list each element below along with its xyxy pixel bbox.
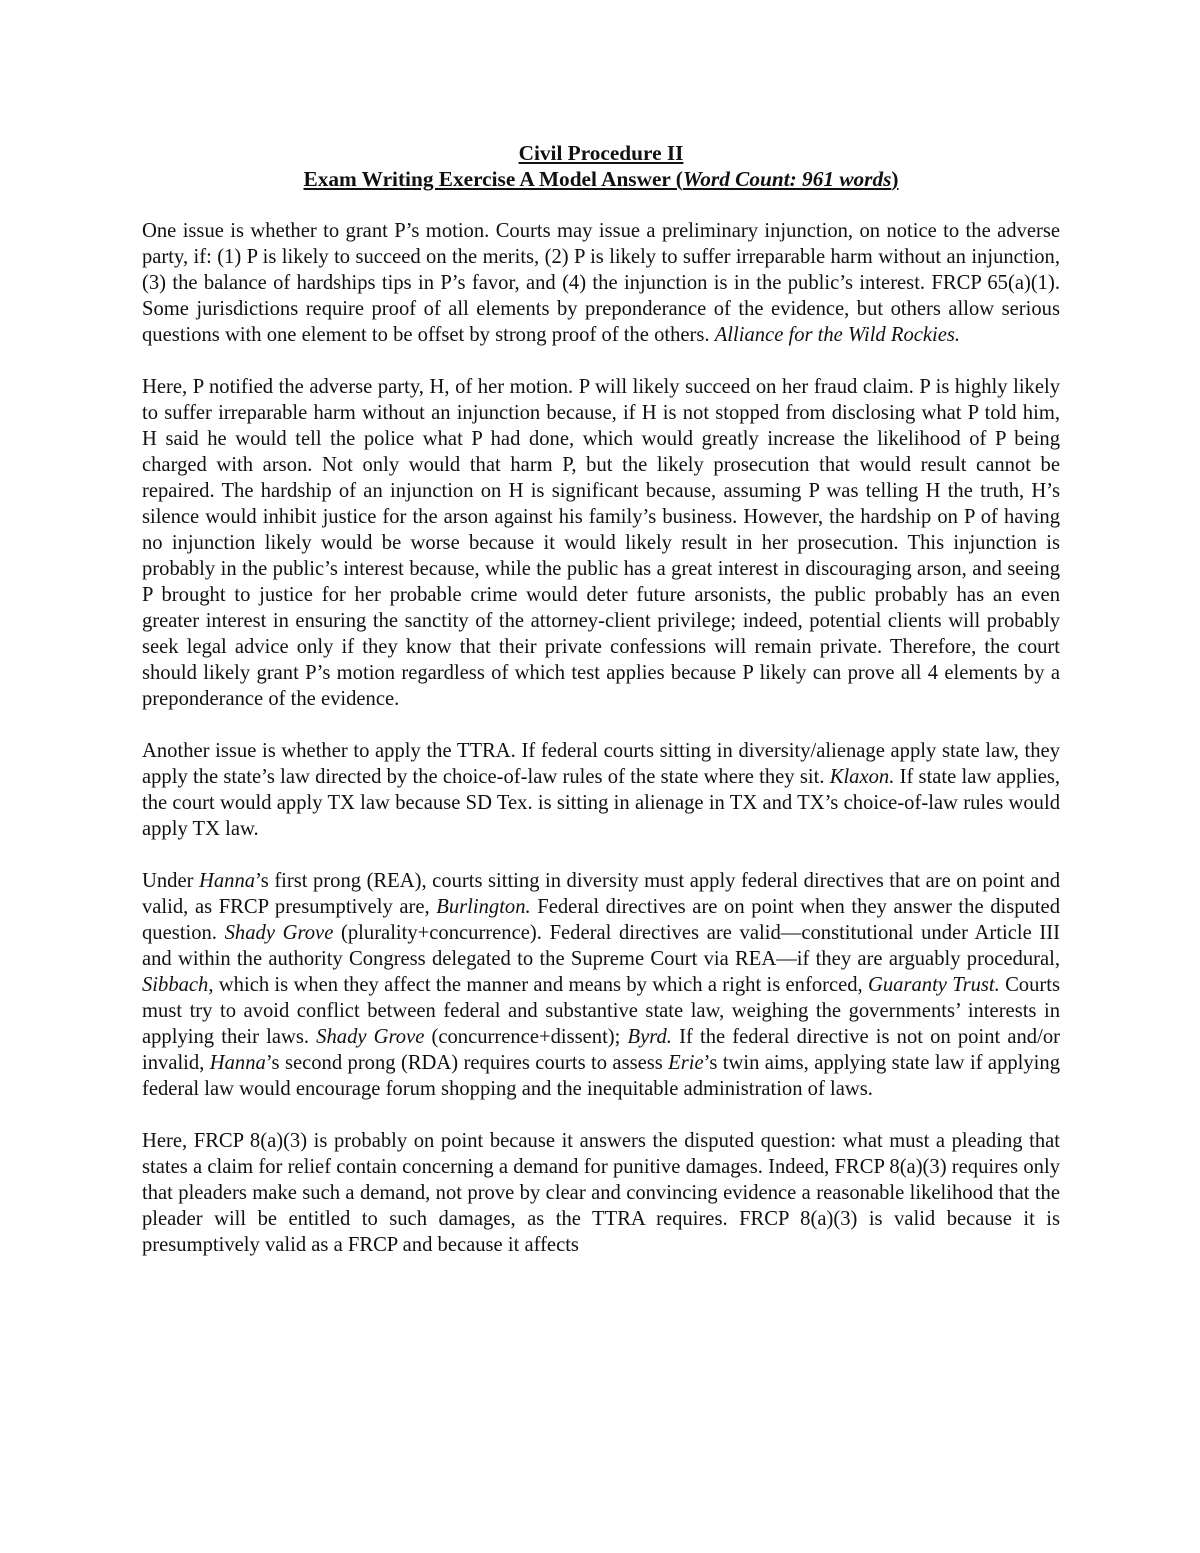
case-citation: Byrd.: [627, 1026, 672, 1048]
case-citation: Burlington.: [436, 896, 531, 918]
body-paragraph: [142, 738, 1060, 842]
paragraph-text: Under: [142, 870, 199, 892]
paragraph-text: ’s twin aims, applying state law if applying federal law would encourage forum shopping and the inequitable administration of laws.: [142, 1052, 1060, 1100]
subtitle-suffix: ): [891, 167, 899, 191]
paragraph-text: Here, P notified the adverse party, H, of her motion. P will likely succeed on her fraud claim. P is highly likely to suffer irreparable harm without an injunction because, if H is not stopped from disclosing what P told him, H said he would tell the police what P had done, which would greatly increase the likelihood of P being charged with arson. Not only would that harm P, but the likely prosecution that would result cannot be repaired. The hardship of an injunction on H is significant because, assuming P was telling H the truth, H’s silence would inhibit justice for the arson against his family’s business. However, the hardship on P of having no injunction likely would be worse because it would likely result in her prosecution. This injunction is probably in the public’s interest because, while the public has a great interest in discouraging arson, and seeing P brought to justice for her probable crime would deter future arsonists, the public probably has an even greater interest in ensuring the sanctity of the attorney-client privilege; indeed, potential clients will probably seek legal advice only if they know that their private confessions will remain private. Therefore, the court should likely grant P’s motion regardless of which test applies because P likely can prove all 4 elements by a preponderance of the evidence.: [142, 376, 1060, 710]
document-page: [142, 140, 1060, 1258]
paragraph-text: Here, FRCP 8(a)(3) is probably on point because it answers the disputed question: what must a pleading that states a claim for relief contain concerning a demand for punitive damages. Indeed, FRCP 8(a)(3) requires only that pleaders make such a demand, not prove by clear and convincing evidence a reasonable likelihood that the pleader will be entitled to such damages, as the TTRA requires. FRCP 8(a)(3) is valid because it is presumptively valid as a FRCP and because it affects: [142, 1130, 1060, 1256]
case-citation: Hanna: [199, 870, 256, 892]
case-citation: Alliance for the Wild Rockies.: [714, 324, 961, 346]
document-body: [142, 218, 1060, 1258]
body-paragraph: [142, 1128, 1060, 1258]
case-citation: Klaxon.: [829, 766, 895, 788]
subtitle-prefix: Exam Writing Exercise A Model Answer (: [303, 167, 683, 191]
case-citation: Guaranty Trust.: [868, 974, 1000, 996]
paragraph-text: ’s second prong (RDA) requires courts to assess: [265, 1052, 669, 1074]
paragraph-text: , which is when they affect the manner and means by which a right is enforced,: [208, 974, 869, 996]
paragraph-text: Courts must try to avoid conflict between federal and substantive state law, weighing the governments’ interests in applying their laws.: [142, 974, 1060, 1048]
paragraph-text: Federal directives are on point when they answer the disputed question.: [142, 896, 1060, 944]
paragraph-text: (plurality+concurrence). Federal directives are valid—constitutional under Article III and within the authority Congress delegated to the Supreme Court via REA—if they are arguably procedural,: [142, 922, 1060, 970]
body-paragraph: [142, 218, 1060, 348]
document-title: Civil Procedure II: [518, 141, 684, 165]
paragraph-text: Another issue is whether to apply the TTRA. If federal courts sitting in diversity/alienage apply state law, they apply the state’s law directed by the choice-of-law rules of the state where they sit.: [142, 740, 1060, 788]
paragraph-text: ’s first prong (REA), courts sitting in diversity must apply federal directives that are on point and valid, as FRCP presumptively are,: [142, 870, 1061, 918]
body-paragraph: [142, 868, 1060, 1102]
case-citation: Hanna: [209, 1052, 266, 1074]
paragraph-text: If the federal directive is not on point and/or invalid,: [142, 1026, 1060, 1074]
case-citation: Shady Grove: [316, 1026, 425, 1048]
case-citation: Erie: [668, 1052, 704, 1074]
paragraph-text: One issue is whether to grant P’s motion. Courts may issue a preliminary injunction, on notice to the adverse party, if: (1) P is likely to succeed on the merits, (2) P is likely to suffer irreparable harm without an injunction, (3) the balance of hardships tips in P’s favor, and (4) the injunction is in the public’s interest. FRCP 65(a)(1). Some jurisdictions require proof of all elements by preponderance of the evidence, but others allow serious questions with one element to be offset by strong proof of the others.: [142, 220, 1060, 346]
case-citation: Sibbach: [142, 974, 209, 996]
body-paragraph: [142, 374, 1060, 712]
paragraph-text: If state law applies, the court would apply TX law because SD Tex. is sitting in alienage in TX and TX’s choice-of-law rules would apply TX law.: [142, 766, 1061, 840]
subtitle-word-count: Word Count: 961 words: [682, 167, 892, 191]
case-citation: Shady Grove: [224, 922, 334, 944]
document-subtitle: [142, 166, 1060, 192]
paragraph-text: (concurrence+dissent);: [424, 1026, 628, 1048]
